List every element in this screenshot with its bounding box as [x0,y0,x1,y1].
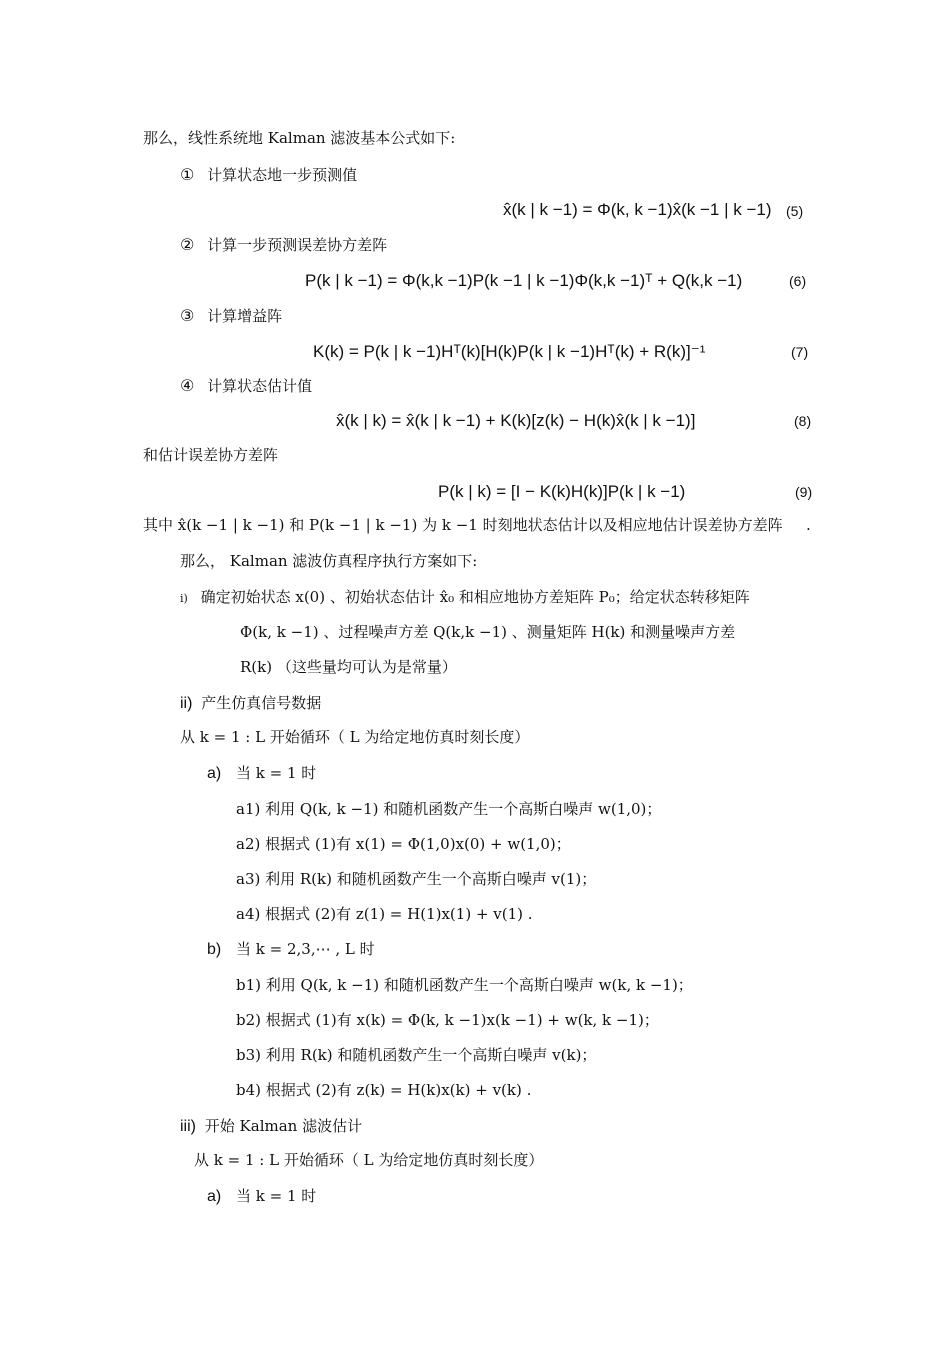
item-i-text-1: 确定初始状态 x(0) 、初始状态估计 x̂₀ 和相应地协方差矩阵 P₀；给定状态转移矩阵 [200,588,750,606]
equation-5: x̂(k | k −1) = Φ(k, k −1)x̂(k −1 | k −1) [503,200,772,219]
item-ii-loop: 从 k = 1 : L 开始循环（ L 为给定地仿真时刻长度） [180,728,530,746]
item-b2: b2) 根据式 (1)有 x(k) = Φ(k, k −1)x(k −1) + w(k, k −1)； [236,1011,659,1029]
item-i-line2: Φ(k, k −1) 、过程噪声方差 Q(k,k −1) 、测量矩阵 H(k) 和测量噪声方差 [240,623,736,641]
step-1-heading [180,165,357,185]
item-a3: a3) 利用 R(k) 和随机函数产生一个高斯白噪声 v(1)； [236,870,597,888]
item-i-line3: R(k) （这些量均可认为是常量） [240,658,457,676]
step-4-text: 计算状态估计值 [207,377,313,395]
item-b4: b4) 根据式 (2)有 z(k) = H(k)x(k) + v(k) . [236,1081,532,1099]
intro-text: 那么，线性系统地 Kalman 滤波基本公式如下: [143,129,456,147]
item-ii-b-title: 当 k = 2,3,⋯ , L 时 [236,940,375,958]
equation-6-number: (6) [789,273,807,289]
cov-intro: 和估计误差协方差阵 [143,446,279,464]
item-ii-title: 产生仿真信号数据 [201,694,322,712]
item-iii-a-title: 当 k = 1 时 [236,1187,317,1205]
item-a2: a2) 根据式 (1)有 x(1) = Φ(1,0)x(0) + w(1,0)； [236,835,571,853]
item-ii-a-title: 当 k = 1 时 [236,764,317,782]
item-b3: b3) 利用 R(k) 和随机函数产生一个高斯白噪声 v(k)； [236,1046,597,1064]
item-a4: a4) 根据式 (2)有 z(1) = H(1)x(1) + v(1) . [236,905,533,923]
step-3-heading [180,306,282,326]
step-3-marker: ③ [180,306,195,325]
item-i-label: i) [180,592,188,605]
item-ii-a-label: a) [207,765,222,782]
item-ii-heading [180,693,321,714]
item-b1: b1) 利用 Q(k, k −1) 和随机函数产生一个高斯白噪声 w(k, k −1)； [236,976,693,994]
item-iii-title: 开始 Kalman 滤波估计 [204,1117,363,1135]
step-4-heading [180,376,312,396]
equation-7-number: (7) [791,344,809,360]
equation-6: P(k | k −1) = Φ(k,k −1)P(k −1 | k −1)Φ(k,k −1)ᵀ + Q(k,k −1) [305,271,743,290]
equation-5-number: (5) [786,203,804,219]
equation-8-number: (8) [794,413,812,429]
plan-intro: 那么， Kalman 滤波仿真程序执行方案如下: [180,552,478,570]
step-1-text: 计算状态地一步预测值 [207,166,358,184]
item-iii-label: iii) [180,1118,196,1135]
item-ii-label: ii) [180,695,193,712]
equation-9-number: (9) [795,484,813,500]
where-dot: . [806,516,811,534]
equation-8: x̂(k | k) = x̂(k | k −1) + K(k)[z(k) − H(k)x̂(k | k −1)] [336,411,696,430]
item-ii-b-heading [207,939,375,960]
item-iii-a-label: a) [207,1188,222,1205]
where-line: 其中 x̂(k −1 | k −1) 和 P(k −1 | k −1) 为 k −1 时刻地状态估计以及相应地估计误差协方差阵 [143,516,783,534]
equation-9: P(k | k) = [I − K(k)H(k)]P(k | k −1) [438,482,686,501]
step-2-marker: ② [180,235,195,254]
item-iii-heading [180,1116,362,1137]
step-2-heading [180,235,387,255]
item-a1: a1) 利用 Q(k, k −1) 和随机函数产生一个高斯白噪声 w(1,0)； [236,800,662,818]
item-ii-b-label: b) [207,941,222,958]
step-2-text: 计算一步预测误差协方差阵 [207,236,388,254]
item-i-line1 [180,587,750,609]
step-3-text: 计算增益阵 [207,307,283,325]
equation-7: K(k) = P(k | k −1)Hᵀ(k)[H(k)P(k | k −1)Hᵀ(k) + R(k)]⁻¹ [313,342,706,361]
item-iii-loop: 从 k = 1 : L 开始循环（ L 为给定地仿真时刻长度） [194,1151,544,1169]
item-iii-a-heading [207,1186,316,1207]
step-4-marker: ④ [180,376,195,395]
item-ii-a-heading [207,763,316,784]
step-1-marker: ① [180,165,195,184]
